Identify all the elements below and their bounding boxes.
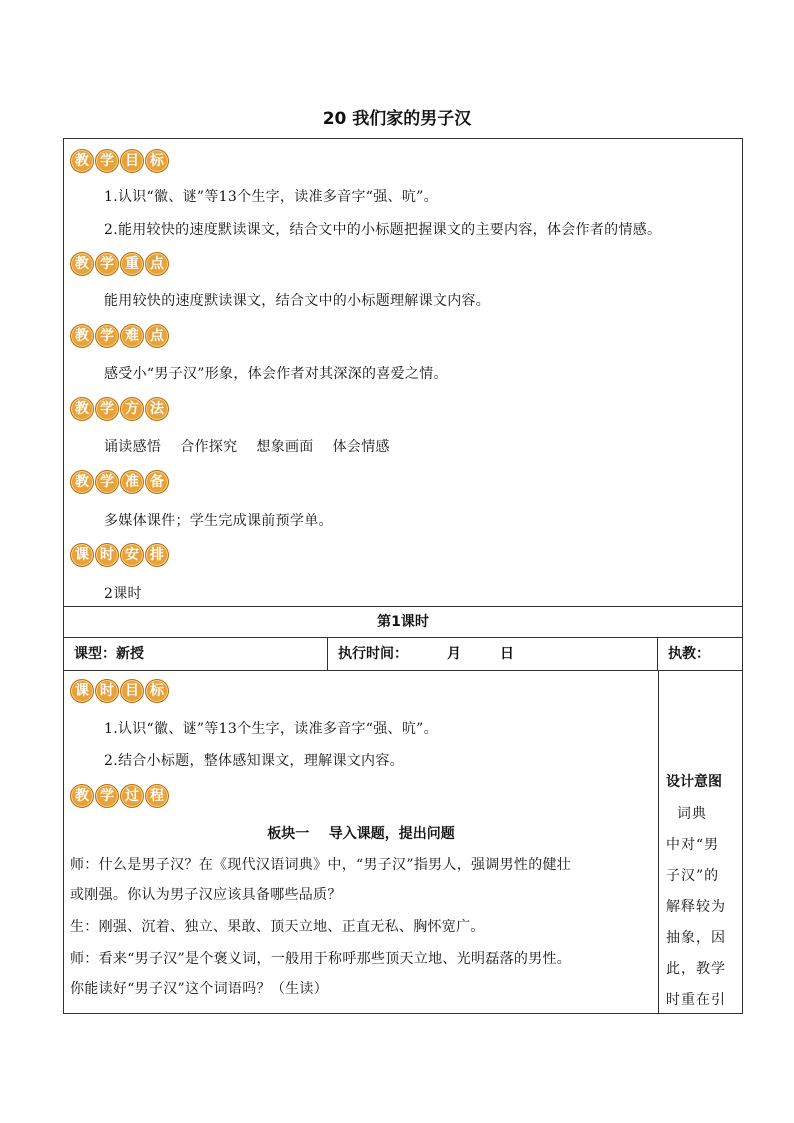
methods-badge: 教 学 方 法: [70, 397, 169, 421]
process-badge: 教 学 过 程: [70, 784, 169, 808]
overview-section: [63, 138, 743, 606]
design-intent-line-2: 中对“男: [666, 837, 720, 853]
lesson-header: 第1课时: [63, 606, 743, 638]
preparation-badge: 教 学 准 备: [70, 470, 169, 494]
preparation-line: 多媒体课件；学生完成课前预学单。: [104, 513, 333, 529]
lesson-content: [64, 671, 659, 1013]
key-points-badge: 教 学 重 点: [70, 252, 169, 276]
dialog-line-3: 生：刚强、沉着、独立、果敢、顶天立地、正直无私、胸怀宽广。: [70, 919, 485, 935]
lesson-goal-line-1: 1.认识“徽、谜”等13个生字，读准多音字“强、吭”。: [104, 721, 438, 737]
key-points-line: 能用较快的速度默读课文，结合文中的小标题理解课文内容。: [104, 293, 491, 309]
design-intent-line-4: 解释较为: [666, 899, 726, 915]
goal-line-2: 2.能用较快的速度默读课文，结合文中的小标题把握课文的主要内容，体会作者的情感。: [104, 222, 662, 238]
dialog-line-5: 你能读好“男子汉”这个词语吗？（生读）: [70, 981, 329, 997]
block-title: 板块一 导入课题，提出问题: [267, 826, 455, 842]
page-title: 20 我们家的男子汉: [322, 109, 472, 129]
design-intent-line-7: 时重在引: [666, 992, 726, 1008]
goals-badge: 教 学 目 标: [70, 149, 169, 173]
difficulties-badge: 教 学 难 点: [70, 324, 169, 348]
lesson-meta-row: [63, 637, 743, 671]
dialog-line-1: 师：什么是男子汉？在《现代汉语词典》中，“男子汉”指男人，强调男性的健壮: [70, 857, 572, 873]
lesson-goals-badge: 课 时 目 标: [70, 679, 169, 703]
design-intent-heading: 设计意图: [666, 774, 722, 790]
lesson-goal-line-2: 2.结合小标题，整体感知课文，理解课文内容。: [104, 753, 404, 769]
lesson-type: 课型：新授: [64, 638, 328, 670]
design-intent-line-3: 子汉”的: [666, 868, 720, 884]
lesson-body: [63, 670, 743, 1014]
goal-line-1: 1.认识“徽、谜”等13个生字，读准多音字“强、吭”。: [104, 189, 438, 205]
difficulties-line: 感受小“男子汉”形象，体会作者对其深深的喜爱之情。: [104, 366, 448, 382]
design-intent-column: [658, 671, 743, 1013]
execution-time: 执行时间： 月 日: [328, 638, 658, 670]
design-intent-line-1: 词典: [666, 806, 707, 822]
design-intent-line-5: 抽象，因: [666, 930, 726, 946]
methods-line: 诵读感悟 合作探究 想象画面 体会情感: [104, 439, 390, 455]
schedule-line: 2课时: [104, 586, 142, 602]
schedule-badge: 课 时 安 排: [70, 543, 169, 567]
dialog-line-4: 师：看来“男子汉”是个褒义词，一般用于称呼那些顶天立地、光明磊落的男性。: [70, 951, 572, 967]
design-intent-line-6: 此，教学: [666, 961, 726, 977]
dialog-line-2: 或刚强。你认为男子汉应该具备哪些品质？: [70, 887, 342, 903]
teacher: 执教：: [668, 646, 710, 662]
